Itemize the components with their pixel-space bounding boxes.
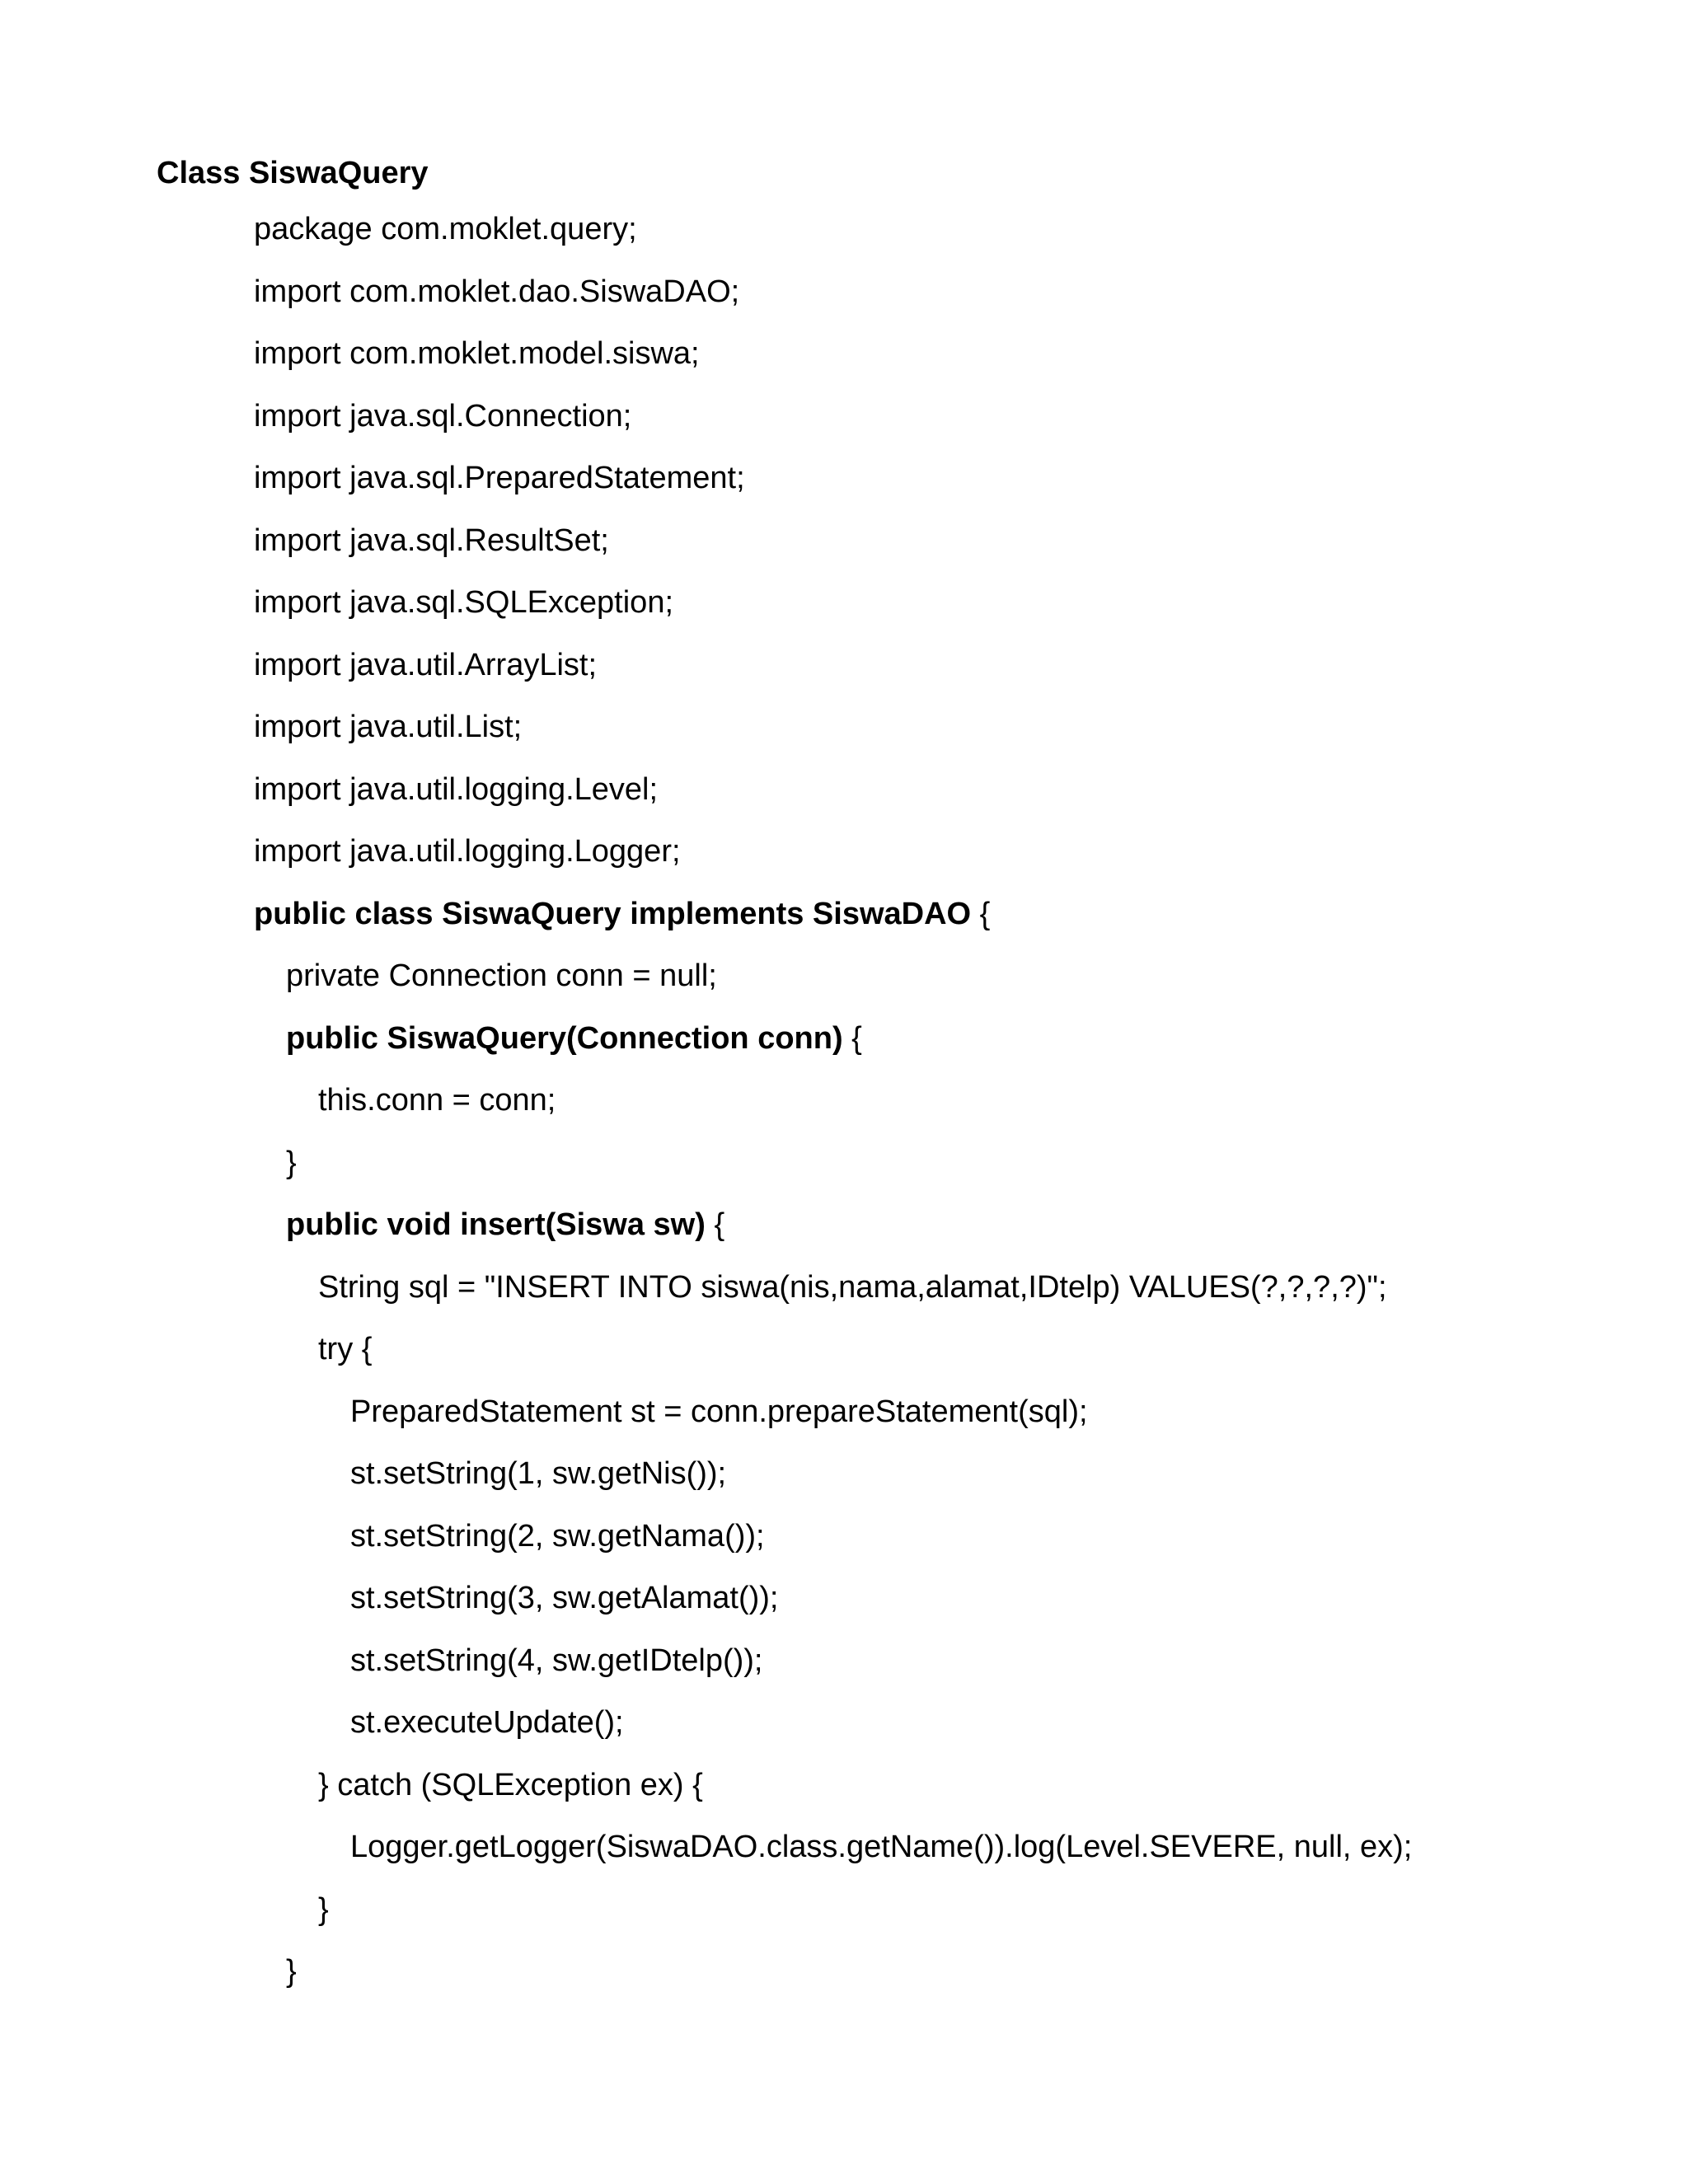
code-brace: { [971,896,991,931]
code-line: import java.util.logging.Logger; [254,834,681,869]
code-line: st.setString(4, sw.getIDtelp()); [350,1643,763,1678]
code-line: } [318,1891,329,1927]
section-heading: Class SiswaQuery [157,156,429,190]
code-line: String sql = "INSERT INTO siswa(nis,nama,alamat,IDtelp) VALUES(?,?,?,?)"; [318,1269,1387,1305]
code-line: st.setString(1, sw.getNis()); [350,1456,727,1491]
code-line [254,1203,1672,1266]
code-brace: { [842,1020,862,1056]
code-declaration: public class SiswaQuery implements SiswaDAO [254,896,972,931]
code-line: Logger.getLogger(SiswaDAO.class.getName()).log(Level.SEVERE, null, ex); [350,1830,1413,1864]
code-line: import java.util.List; [254,710,523,744]
code-brace: { [705,1207,725,1242]
code-line: import java.sql.PreparedStatement; [254,461,745,495]
code-line: import com.moklet.model.siswa; [254,336,700,371]
code-line: this.conn = conn; [318,1083,556,1118]
code-line: import com.moklet.dao.SiswaDAO; [254,274,740,309]
code-line: st.setString(2, sw.getNama()); [350,1518,765,1554]
code-declaration: public SiswaQuery(Connection conn) [286,1020,843,1056]
code-line: PreparedStatement st = conn.prepareStatement(sql); [350,1394,1088,1429]
code-block [254,208,1672,2013]
code-line: } [286,1145,297,1180]
code-line: import java.util.logging.Level; [254,771,659,807]
code-declaration: public void insert(Siswa sw) [286,1207,706,1242]
code-line: try { [318,1332,373,1366]
code-line: private Connection conn = null; [286,958,717,993]
code-line: st.setString(3, sw.getAlamat()); [350,1581,779,1615]
code-line: st.executeUpdate(); [350,1705,624,1740]
code-line: } catch (SQLException ex) { [318,1767,703,1802]
code-line: import java.util.ArrayList; [254,647,598,682]
code-line: } [286,1954,297,1989]
code-line: import java.sql.ResultSet; [254,523,609,558]
code-line [254,893,1672,955]
code-line [254,1017,1672,1080]
code-line: import java.sql.SQLException; [254,585,674,620]
code-line: import java.sql.Connection; [254,398,632,434]
code-line: package com.moklet.query; [254,212,637,246]
